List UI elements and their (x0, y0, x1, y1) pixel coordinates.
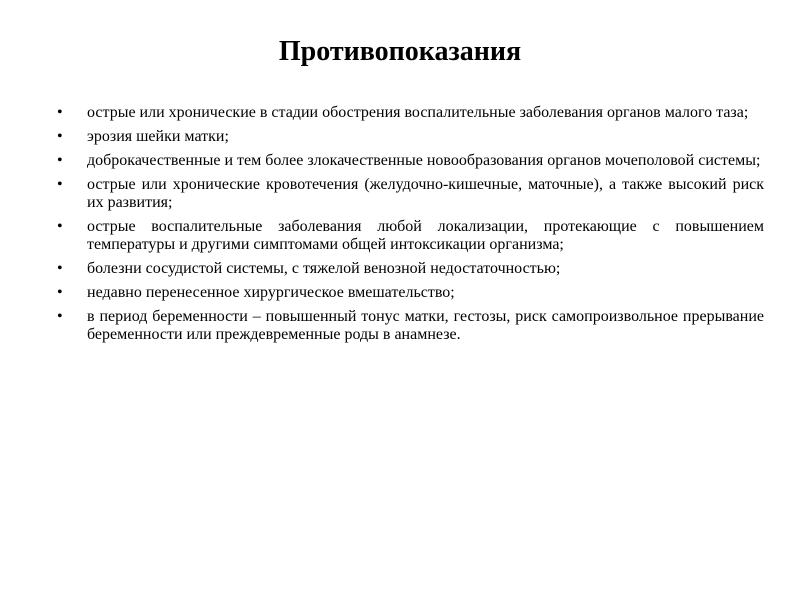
list-item (57, 152, 764, 170)
bullet-icon: • (57, 104, 63, 121)
bullet-icon: • (57, 176, 63, 193)
list-item-text: в период беременности – повышенный тонус матки, гестозы, риск самопроизвольное прерывание беременности или преждевременные роды в анамнезе. (87, 308, 764, 343)
list-item-text: недавно перенесенное хирургическое вмешательство; (87, 284, 455, 301)
bullet-icon: • (57, 218, 63, 235)
list-item (57, 218, 764, 254)
list-item-text: острые или хронические кровотечения (желудочно-кишечные, маточные), а также высокий риск их развития; (87, 176, 764, 211)
list-item (57, 308, 764, 344)
bullet-icon: • (57, 260, 63, 277)
contraindications-list (57, 104, 764, 350)
bullet-icon: • (57, 284, 63, 301)
list-item-text: доброкачественные и тем более злокачественные новообразования органов мочеполовой системы; (87, 152, 761, 169)
list-item-text: эрозия шейки матки; (87, 128, 229, 145)
list-item-text: острые или хронические в стадии обострения воспалительные заболевания органов малого таза; (87, 104, 749, 121)
list-item-text: острые воспалительные заболевания любой локализации, протекающие с повышением температуры и другими симптомами общей интоксикации организма; (87, 218, 764, 253)
bullet-icon: • (57, 308, 63, 325)
slide-title: Противопоказания (278, 36, 522, 67)
list-item (57, 104, 764, 122)
list-item (57, 284, 764, 302)
list-item (57, 176, 764, 212)
bullet-icon: • (57, 128, 63, 145)
list-item (57, 128, 764, 146)
list-item (57, 260, 764, 278)
list-item-text: болезни сосудистой системы, с тяжелой венозной недостаточностью; (87, 260, 561, 277)
bullet-icon: • (57, 152, 63, 169)
